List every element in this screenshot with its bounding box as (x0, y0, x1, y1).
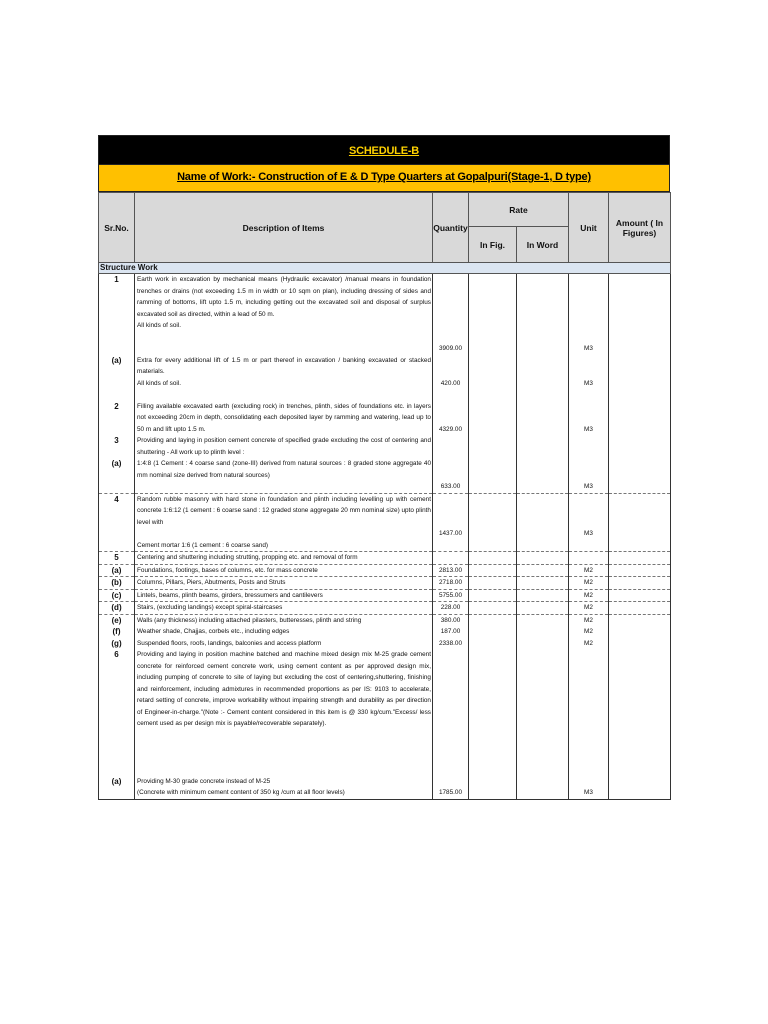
rate-in-word-cell (517, 776, 569, 800)
description-line: Stairs, (excluding landings) except spiral-staircases (137, 604, 283, 611)
amount-cell (609, 602, 671, 615)
rate-in-fig-cell (469, 626, 517, 638)
item-srno: (a) (99, 564, 135, 577)
item-unit: M2 (569, 614, 609, 626)
item-srno: (a) (99, 355, 135, 401)
description-line: Walls (any thickness) including attached pilasters, butteresses, plinth and string (137, 616, 362, 624)
table-row (99, 649, 671, 776)
amount-cell (609, 458, 671, 493)
item-srno: (d) (99, 602, 135, 615)
item-srno: 5 (99, 552, 135, 565)
item-unit: M2 (569, 577, 609, 590)
rate-in-word-cell (517, 577, 569, 590)
item-srno: 2 (99, 401, 135, 436)
item-description (135, 458, 433, 493)
table-row (99, 493, 671, 552)
item-quantity: 2813.00 (433, 564, 469, 577)
amount-cell (609, 355, 671, 401)
table-row (99, 552, 671, 565)
item-unit: M2 (569, 638, 609, 650)
rate-in-word-cell (517, 458, 569, 493)
item-unit: M3 (569, 355, 609, 401)
rate-in-fig-cell (469, 638, 517, 650)
description-line (137, 753, 431, 765)
amount-cell (609, 577, 671, 590)
amount-cell (609, 564, 671, 577)
item-srno: 1 (99, 274, 135, 355)
item-quantity: 633.00 (433, 458, 469, 493)
item-unit: M3 (569, 401, 609, 436)
item-quantity: 380.00 (433, 614, 469, 626)
rate-in-word-cell (517, 626, 569, 638)
rate-in-fig-cell (469, 401, 517, 436)
rate-in-fig-cell (469, 589, 517, 602)
table-row (99, 564, 671, 577)
rate-in-fig-cell (469, 602, 517, 615)
item-description (135, 435, 433, 458)
item-srno: (b) (99, 577, 135, 590)
work-name: Name of Work:- Construction of E & D Type Quarters at Gopalpuri(Stage-1, D type) (98, 165, 670, 192)
amount-cell (609, 401, 671, 436)
item-description (135, 552, 433, 565)
item-quantity: 420.00 (433, 355, 469, 401)
item-unit: M3 (569, 458, 609, 493)
amount-cell (609, 274, 671, 355)
rate-in-word-cell (517, 602, 569, 615)
item-description (135, 638, 433, 650)
description-line: Providing M-30 grade concrete instead of M-25 (137, 777, 271, 785)
rate-in-fig-cell (469, 355, 517, 401)
table-row (99, 274, 671, 355)
amount-cell (609, 589, 671, 602)
rate-in-word-cell (517, 435, 569, 458)
rate-in-fig-cell (469, 274, 517, 355)
rate-in-word-cell (517, 355, 569, 401)
rate-in-fig-cell (469, 776, 517, 800)
item-quantity: 4329.00 (433, 401, 469, 436)
item-srno: (f) (99, 626, 135, 638)
schedule-table (98, 192, 671, 800)
amount-cell (609, 493, 671, 552)
item-quantity (433, 435, 469, 458)
description-line: All kinds of soil. (137, 379, 182, 387)
description-line (137, 741, 431, 753)
rate-in-fig-cell (469, 458, 517, 493)
header-rate-in-fig: In Fig. (469, 227, 517, 263)
item-quantity: 1785.00 (433, 776, 469, 800)
amount-cell (609, 435, 671, 458)
amount-cell (609, 614, 671, 626)
rate-in-fig-cell (469, 614, 517, 626)
amount-cell (609, 776, 671, 800)
table-row (99, 401, 671, 436)
item-unit (569, 649, 609, 776)
rate-in-fig-cell (469, 435, 517, 458)
table-row (99, 589, 671, 602)
item-quantity: 187.00 (433, 626, 469, 638)
item-srno: (g) (99, 638, 135, 650)
rate-in-word-cell (517, 589, 569, 602)
rate-in-fig-cell (469, 577, 517, 590)
description-line: Random rubble masonry with hard stone in foundation and plinth including levelling up with cement concrete 1:6:12 (1 cement : 6 coarse sand : 12 graded stone aggregate 20 mm nominal size) upto plinth level with (137, 495, 431, 526)
header-quantity: Quantity (433, 193, 469, 263)
description-line: Foundations, footings, bases of columns, etc. for mass concrete (137, 566, 318, 574)
item-unit: M2 (569, 589, 609, 602)
item-srno: 4 (99, 493, 135, 552)
item-srno: 6 (99, 649, 135, 776)
header-description: Description of Items (135, 193, 433, 263)
item-description (135, 493, 433, 552)
rate-in-word-cell (517, 274, 569, 355)
item-description (135, 564, 433, 577)
item-description (135, 401, 433, 436)
table-row (99, 435, 671, 458)
item-quantity (433, 649, 469, 776)
description-line: Columns, Pillars, Piers, Abutments, Posts and Struts (137, 579, 286, 586)
amount-cell (609, 649, 671, 776)
table-row (99, 638, 671, 650)
rate-in-word-cell (517, 649, 569, 776)
amount-cell (609, 552, 671, 565)
item-unit (569, 552, 609, 565)
item-unit: M2 (569, 602, 609, 615)
item-srno: (a) (99, 776, 135, 800)
section-heading: Structure Work (99, 263, 671, 274)
schedule-rows (99, 274, 671, 800)
description-line (137, 528, 431, 540)
item-quantity: 2718.00 (433, 577, 469, 590)
item-quantity: 1437.00 (433, 493, 469, 552)
item-description (135, 589, 433, 602)
rate-in-word-cell (517, 564, 569, 577)
header-rate: Rate (469, 193, 569, 227)
description-line (137, 332, 431, 344)
item-quantity: 5755.00 (433, 589, 469, 602)
amount-cell (609, 638, 671, 650)
item-srno: (a) (99, 458, 135, 493)
item-unit: M2 (569, 564, 609, 577)
description-line: Centering and shuttering including strutting, propping etc. and removal of form (137, 554, 358, 561)
schedule-title: SCHEDULE-B (98, 135, 670, 165)
item-description (135, 602, 433, 615)
description-line: Lintels, beams, plinth beams, girders, bressumers and cantilevers (137, 591, 323, 599)
description-line: Filling available excavated earth (excluding rock) in trenches, plinth, sides of foundations etc. in layers not exceeding 20cm in depth, consolidating each deposited layer by ramming and watering, lead up to 50 m and lift upto 1.5 m. (137, 402, 431, 433)
description-line: Suspended floors, roofs, landings, balconies and access platform (137, 639, 322, 647)
item-srno: 3 (99, 435, 135, 458)
item-unit: M3 (569, 493, 609, 552)
rate-in-word-cell (517, 401, 569, 436)
description-line: 1:4:8 (1 Cement : 4 coarse sand (zone-III) derived from natural sources : 8 graded stone aggregate 40 mm nominal size derived from natural sources) (137, 460, 431, 479)
table-row (99, 458, 671, 493)
description-line: All kinds of soil. (137, 322, 182, 329)
description-line (137, 764, 431, 776)
table-row (99, 355, 671, 401)
item-description (135, 614, 433, 626)
item-unit: M3 (569, 776, 609, 800)
amount-cell (609, 626, 671, 638)
table-row (99, 776, 671, 800)
item-unit (569, 435, 609, 458)
description-line: Weather shade, Chajjas, corbels etc., including edges (137, 628, 290, 635)
item-description (135, 274, 433, 355)
item-description (135, 776, 433, 800)
table-row (99, 614, 671, 626)
header-srno: Sr.No. (99, 193, 135, 263)
item-unit: M3 (569, 274, 609, 355)
description-line (137, 389, 431, 401)
description-line: Extra for every additional lift of 1.5 m or part thereof in excavation / banking excavated or stacked materials. (137, 356, 431, 375)
item-srno: (e) (99, 614, 135, 626)
description-line: Providing and laying in position machine batched and machine mixed design mix M-25 grade cement concrete for reinforced cement concrete work, using cement content as per approved design mix, including pumping of concrete to site of laying but excluding the cost of centering,shuttering, finishing and reinforcement, including admixtures in recommended proportions as per IS: 9103 to accelerate, retard setting of concrete, improve workability without impairing strength and durability as per direction of Engineer-in-charge."(Note :- Cement content considered in this item is @ 330 kg/cum."Excess/ less cement used as per design mix is payable/recoverable separately). (137, 651, 431, 727)
item-description (135, 577, 433, 590)
item-unit: M2 (569, 626, 609, 638)
table-row (99, 577, 671, 590)
description-line: Cement mortar 1:6 (1 cement : 6 coarse sand) (137, 541, 269, 549)
item-quantity (433, 552, 469, 565)
rate-in-fig-cell (469, 564, 517, 577)
description-line: (Concrete with minimum cement content of 350 kg /cum at all floor levels) (137, 789, 345, 796)
rate-in-fig-cell (469, 552, 517, 565)
item-srno: (c) (99, 589, 135, 602)
description-line (137, 730, 431, 742)
item-description (135, 649, 433, 776)
rate-in-word-cell (517, 552, 569, 565)
table-row (99, 626, 671, 638)
schedule-sheet (98, 135, 670, 800)
rate-in-word-cell (517, 614, 569, 626)
rate-in-word-cell (517, 493, 569, 552)
item-quantity: 3909.00 (433, 274, 469, 355)
item-description (135, 626, 433, 638)
rate-in-fig-cell (469, 493, 517, 552)
item-quantity: 2338.00 (433, 638, 469, 650)
header-unit: Unit (569, 193, 609, 263)
rate-in-fig-cell (469, 649, 517, 776)
item-quantity: 228.00 (433, 602, 469, 615)
rate-in-word-cell (517, 638, 569, 650)
header-rate-in-word: In Word (517, 227, 569, 263)
description-line: Providing and laying in position cement concrete of specified grade excluding the cost of centering and shuttering - All work up to plinth level : (137, 437, 431, 456)
description-line: Earth work in excavation by mechanical means (Hydraulic excavator) /manual means in foundation trenches or drains (not exceeding 1.5 m in width or 10 sqm on plan), including dressing of sides and ramming of bottoms, lift upto 1.5 m, including getting out the excavated soil and disposal of surplus excavated soil as directed, within a lead of 50 m. (137, 276, 431, 318)
item-description (135, 355, 433, 401)
table-row (99, 602, 671, 615)
header-amount: Amount ( In Figures) (609, 193, 671, 263)
